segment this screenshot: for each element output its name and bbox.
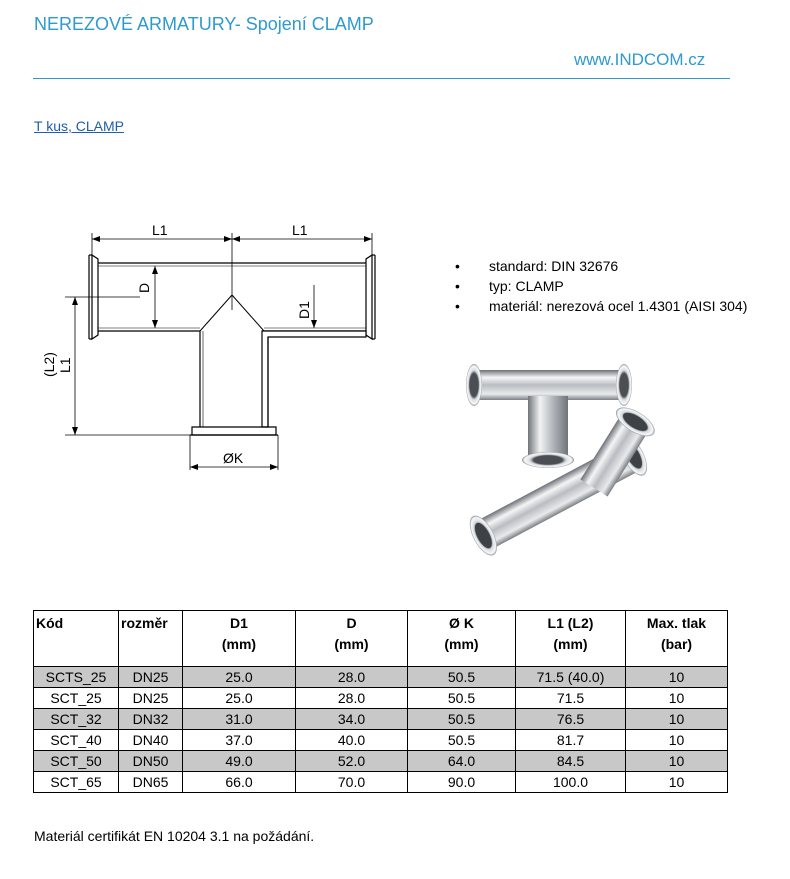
column-header (183, 611, 296, 667)
column-header-label: Kód (36, 615, 64, 631)
column-header (626, 611, 728, 667)
table-cell: 10 (626, 667, 728, 688)
table-cell: SCT_65 (34, 772, 119, 793)
table-row (34, 709, 728, 730)
table-cell: 25.0 (183, 688, 296, 709)
table-cell: 10 (626, 751, 728, 772)
table-cell: 50.5 (408, 688, 516, 709)
table-cell: 52.0 (296, 751, 408, 772)
table-cell: DN50 (119, 751, 183, 772)
table-cell: 50.5 (408, 667, 516, 688)
table-cell: 10 (626, 730, 728, 751)
table-cell: 25.0 (183, 667, 296, 688)
table-cell: 81.7 (516, 730, 626, 751)
column-header-unit: (mm) (334, 636, 369, 652)
column-header-unit: (mm) (444, 636, 479, 652)
table-cell: 10 (626, 688, 728, 709)
table-cell: 34.0 (296, 709, 408, 730)
dim-d1-label: D1 (296, 301, 312, 319)
table-cell: 50.5 (408, 730, 516, 751)
table-cell: DN65 (119, 772, 183, 793)
table-cell: 50.5 (408, 709, 516, 730)
table-cell: 10 (626, 709, 728, 730)
table-cell: 37.0 (183, 730, 296, 751)
column-header (34, 611, 119, 667)
column-header-unit: (mm) (221, 636, 257, 652)
table-cell: SCT_32 (34, 709, 119, 730)
spec-item-material: • materiál: nerezová ocel 1.4301 (AISI 304) (455, 296, 747, 316)
table-cell: SCT_40 (34, 730, 119, 751)
table-row (34, 772, 728, 793)
page-title: NEREZOVÉ ARMATURY- Spojení CLAMP (34, 14, 374, 34)
table-cell: 70.0 (296, 772, 408, 793)
table-cell: DN40 (119, 730, 183, 751)
column-header-label: rozměr (121, 615, 168, 631)
header-divider (33, 78, 730, 79)
certificate-note: Materiál certifikát EN 10204 3.1 na požádání. (34, 828, 315, 844)
dimensions-table (33, 610, 728, 793)
column-header (119, 611, 183, 667)
table-cell: 64.0 (408, 751, 516, 772)
table-cell: 90.0 (408, 772, 516, 793)
table-cell: 71.5 (516, 688, 626, 709)
table-cell: 40.0 (296, 730, 408, 751)
table-cell: SCTS_25 (34, 667, 119, 688)
table-cell: 76.5 (516, 709, 626, 730)
t-piece-technical-drawing (40, 215, 400, 485)
column-header (296, 611, 408, 667)
table-row (34, 688, 728, 709)
column-header-label: Max. tlak (646, 615, 707, 631)
table-cell: 66.0 (183, 772, 296, 793)
table-row (34, 667, 728, 688)
table-cell: DN25 (119, 667, 183, 688)
table-cell: 28.0 (296, 688, 408, 709)
table-cell: SCT_25 (34, 688, 119, 709)
section-link-t-kus[interactable]: T kus, CLAMP (34, 118, 124, 134)
table-cell: DN25 (119, 688, 183, 709)
website-link[interactable]: www.INDCOM.cz (574, 50, 706, 69)
spec-item-type: • typ: CLAMP (455, 276, 747, 296)
column-header-unit: (bar) (660, 636, 693, 652)
table-cell: 10 (626, 772, 728, 793)
table-row (34, 751, 728, 772)
table-cell: DN32 (119, 709, 183, 730)
dim-k-label: ØK (223, 450, 244, 466)
table-header-row (34, 611, 728, 667)
table-cell: 84.5 (516, 751, 626, 772)
table-cell: SCT_50 (34, 751, 119, 772)
dim-l1-left-label: L1 (152, 222, 168, 238)
table-cell: 31.0 (183, 709, 296, 730)
dim-d-label: D (136, 282, 152, 293)
t-piece-product-photo (444, 348, 678, 566)
column-header-label: L1 (L2) (547, 615, 594, 631)
dim-l1-vertical-label: L1 (57, 357, 73, 373)
column-header (516, 611, 626, 667)
column-header-label: D1 (230, 615, 248, 631)
column-header-unit: (mm) (553, 636, 588, 652)
column-header-label: Ø K (449, 615, 474, 631)
table-cell: 28.0 (296, 667, 408, 688)
table-cell: 100.0 (516, 772, 626, 793)
dim-l1-right-label: L1 (292, 222, 308, 238)
dim-l2-label: (L2) (41, 352, 57, 377)
column-header (408, 611, 516, 667)
table-cell: 49.0 (183, 751, 296, 772)
spec-list (455, 256, 747, 316)
table-cell: 71.5 (40.0) (516, 667, 626, 688)
column-header-label: D (346, 615, 357, 631)
spec-item-standard: • standard: DIN 32676 (455, 256, 747, 276)
table-row (34, 730, 728, 751)
